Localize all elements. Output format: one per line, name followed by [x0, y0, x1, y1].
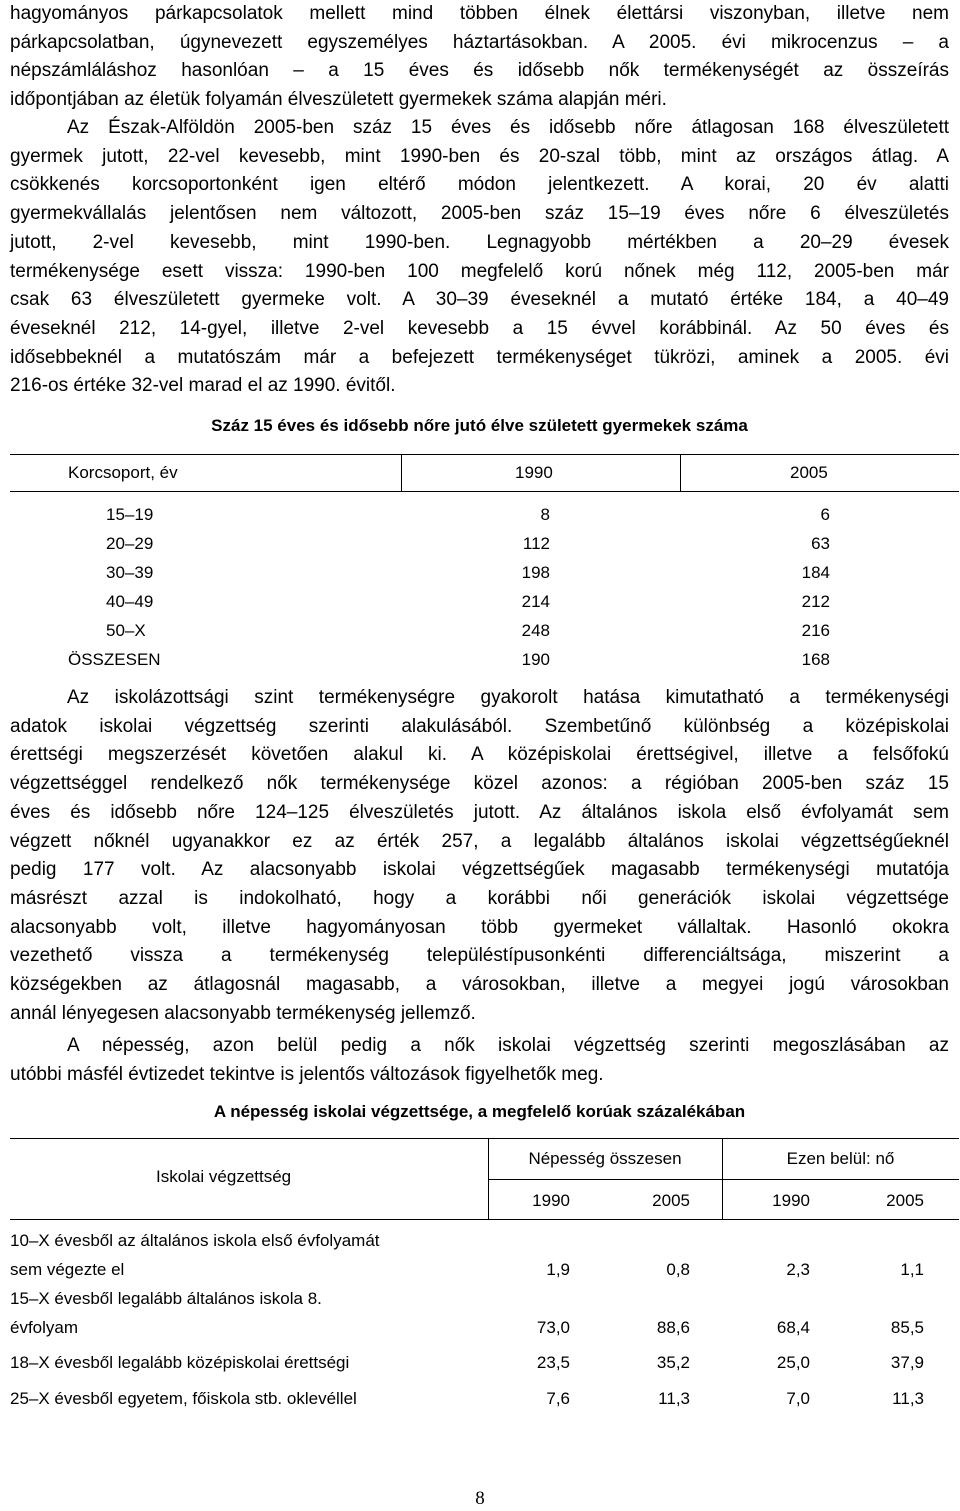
text-line: időpontjában az életük folyamán élveszületett gyermekek száma alapján méri. [10, 89, 667, 111]
value-cell: 248 [521, 621, 550, 640]
value-cell: 88,6 [656, 1318, 690, 1337]
text-line: Az Észak-Alföldön 2005-ben száz 15 éves és idősebb nőre átlagosan 168 élveszületett [67, 117, 949, 138]
group-header: Népesség összesen [528, 1149, 682, 1168]
text-line: hagyományos párkapcsolatok mellett mind többen élnek élettársi viszonyban, illetve nem [10, 3, 949, 24]
text-line: pedig 177 volt. Az alacsonyabb iskolai végzettségűek magasabb termékenységi mutatója [10, 859, 949, 881]
education-table [10, 1138, 959, 1408]
value-cell: 7,0 [786, 1389, 810, 1408]
column-header: 2005 [790, 463, 828, 482]
value-cell: 11,3 [892, 1389, 924, 1408]
age-group-cell: ÖSSZESEN [68, 650, 161, 669]
value-cell: 1,1 [900, 1260, 924, 1279]
age-group-cell: 20–29 [106, 534, 154, 553]
text-line: csak 63 élveszületett gyermeke volt. A 30–39 éveseknél a mutató értéke 184, a 40–49 [10, 289, 949, 311]
column-header: 1990 [515, 463, 553, 482]
fertility-paragraph [10, 114, 949, 401]
table1-caption: Száz 15 éves és idősebb nőre jutó élve született gyermekek száma [211, 416, 748, 435]
column-divider [680, 455, 681, 491]
value-cell: 6 [820, 505, 830, 524]
text-line: csökkenés korcsoportonként igen eltérő módon jelentkezett. A korai, 20 év alatti [10, 174, 949, 196]
year-header: 1990 [772, 1191, 810, 1210]
group-header: Ezen belül: nő [786, 1149, 895, 1168]
value-cell: 37,9 [890, 1353, 924, 1372]
value-cell: 23,5 [536, 1353, 570, 1372]
table-row [10, 1226, 959, 1284]
text-line: alacsonyabb volt, illetve hagyományosan több gyermeket vállaltak. Hasonló okokra [10, 916, 949, 938]
row-label: 15–X évesből legalább általános iskola 8. [10, 1289, 322, 1308]
text-line: éveseknél 212, 14-gyel, illetve 2-vel kevesebb a 15 évvel korábbinál. Az 50 éves és [10, 317, 949, 339]
value-cell: 85,5 [890, 1318, 924, 1337]
value-cell: 73,0 [536, 1318, 570, 1337]
value-cell: 216 [801, 621, 830, 640]
text-line: párkapcsolatban, úgynevezett egyszemélyes háztartásokban. A 2005. évi mikrocenzus – a [10, 31, 949, 53]
row-label: sem végezte el [10, 1260, 125, 1279]
text-line: éves és idősebb nőre 124–125 élveszületés jutott. Az általános iskola első évfolyamát sem [10, 801, 949, 823]
change-paragraph [10, 1032, 949, 1089]
text-line: végzettséggel rendelkező nők termékenysége közel azonos: a régióban 2005-ben száz 15 [10, 773, 949, 795]
table-row [10, 1348, 959, 1377]
text-line: 216-os értéke 32-vel marad el az 1990. évitől. [10, 375, 396, 397]
value-cell: 35,2 [656, 1353, 690, 1372]
table-header [10, 1138, 959, 1220]
table-row [10, 616, 959, 645]
text-line: idősebbeknél a mutatószám már a befejezett termékenységet tükrözi, aminek a 2005. évi [10, 346, 949, 368]
column-divider [401, 455, 402, 491]
text-line: A népesség, azon belül pedig a nők iskolai végzettség szerinti megoszlásában az [67, 1035, 949, 1056]
text-line: másrészt azzal is indokolható, hogy a korábbi női generációk iskolai végzettsége [10, 887, 949, 909]
value-cell: 7,6 [546, 1389, 570, 1408]
value-cell: 214 [521, 592, 550, 611]
page-number: 8 [475, 1488, 485, 1509]
column-header: Korcsoport, év [68, 463, 178, 482]
value-cell: 212 [801, 592, 830, 611]
value-cell: 8 [540, 505, 550, 524]
age-group-cell: 50–X [106, 621, 146, 640]
text-line: termékenysége esett vissza: 1990-ben 100 megfelelő korú nőnek még 112, 2005-ben már [10, 260, 949, 282]
year-header: 1990 [532, 1191, 570, 1210]
value-cell: 11,3 [658, 1389, 690, 1408]
table-header-row [10, 454, 959, 492]
births-table [10, 454, 959, 674]
text-line: jutott, 2-vel kevesebb, mint 1990-ben. Legnagyobb mértékben a 20–29 évesek [10, 231, 949, 253]
text-line: adatok iskolai végzettség szerinti alakulásából. Szembetűnő különbség a középiskolai [10, 715, 949, 737]
text-line: érettségi megszerzését követően alakul ki. A középiskolai érettségivel, illetve a felsőfokú [10, 744, 949, 766]
value-cell: 112 [522, 534, 550, 553]
row-label: 10–X évesből az általános iskola első évfolyamát [10, 1231, 380, 1250]
text-line: gyermekvállalás jelentősen nem változott, 2005-ben száz 15–19 éves nőre 6 élveszületés [10, 203, 949, 225]
value-cell: 1,9 [546, 1260, 570, 1279]
value-cell: 25,0 [776, 1353, 810, 1372]
value-cell: 63 [811, 534, 830, 553]
text-line: községekben az átlagosnál magasabb, a városokban, illetve a megyei jogú városokban [10, 974, 949, 996]
value-cell: 198 [521, 563, 550, 582]
value-cell: 0,8 [666, 1260, 690, 1279]
education-paragraph [10, 684, 949, 1028]
table2-caption: A népesség iskolai végzettsége, a megfelelő korúak százalékában [213, 1102, 746, 1121]
text-line: végzett nőknél ugyanakkor ez az érték 257, a legalább általános iskolai végzettségűeknél [10, 830, 949, 852]
header-divider [488, 1179, 959, 1180]
age-group-cell: 15–19 [106, 505, 154, 524]
age-group-cell: 30–39 [106, 563, 154, 582]
text-line: népszámláláshoz hasonlóan – a 15 éves és idősebb nők termékenységét az összeírás [10, 60, 949, 82]
table-row [10, 1284, 959, 1342]
row-label: évfolyam [10, 1318, 79, 1337]
value-cell: 68,4 [776, 1318, 810, 1337]
text-line: utóbbi másfél évtizedet tekintve is jelentős változások figyelhetők meg. [10, 1063, 604, 1085]
age-group-cell: 40–49 [106, 592, 154, 611]
text-line: vezethető vissza a termékenység településtípusonkénti differenciáltsága, miszerint a [10, 945, 949, 967]
text-line: annál lényegesen alacsonyabb termékenység jellemző. [10, 1002, 476, 1024]
table-row [10, 500, 959, 529]
row-label: 25–X évesből egyetem, főiskola stb. oklevéllel [10, 1389, 357, 1408]
intro-paragraph [10, 0, 949, 115]
year-header: 2005 [652, 1191, 690, 1210]
value-cell: 184 [801, 563, 830, 582]
table-row-total [10, 645, 959, 674]
year-header: 2005 [886, 1191, 924, 1210]
value-cell: 190 [521, 650, 550, 669]
table-row [10, 1384, 959, 1413]
table-row [10, 587, 959, 616]
column-header: Iskolai végzettség [156, 1167, 292, 1186]
value-cell: 168 [801, 650, 830, 669]
text-line: Az iskolázottsági szint termékenységre gyakorolt hatása kimutatható a termékenységi [67, 687, 949, 708]
table-row [10, 529, 959, 558]
value-cell: 2,3 [786, 1260, 810, 1279]
text-line: gyermek jutott, 22-vel kevesebb, mint 1990-ben és 20-szal több, mint az országos átlag. A [10, 145, 949, 167]
row-label: 18–X évesből legalább középiskolai érettségi [10, 1353, 350, 1372]
table-row [10, 558, 959, 587]
